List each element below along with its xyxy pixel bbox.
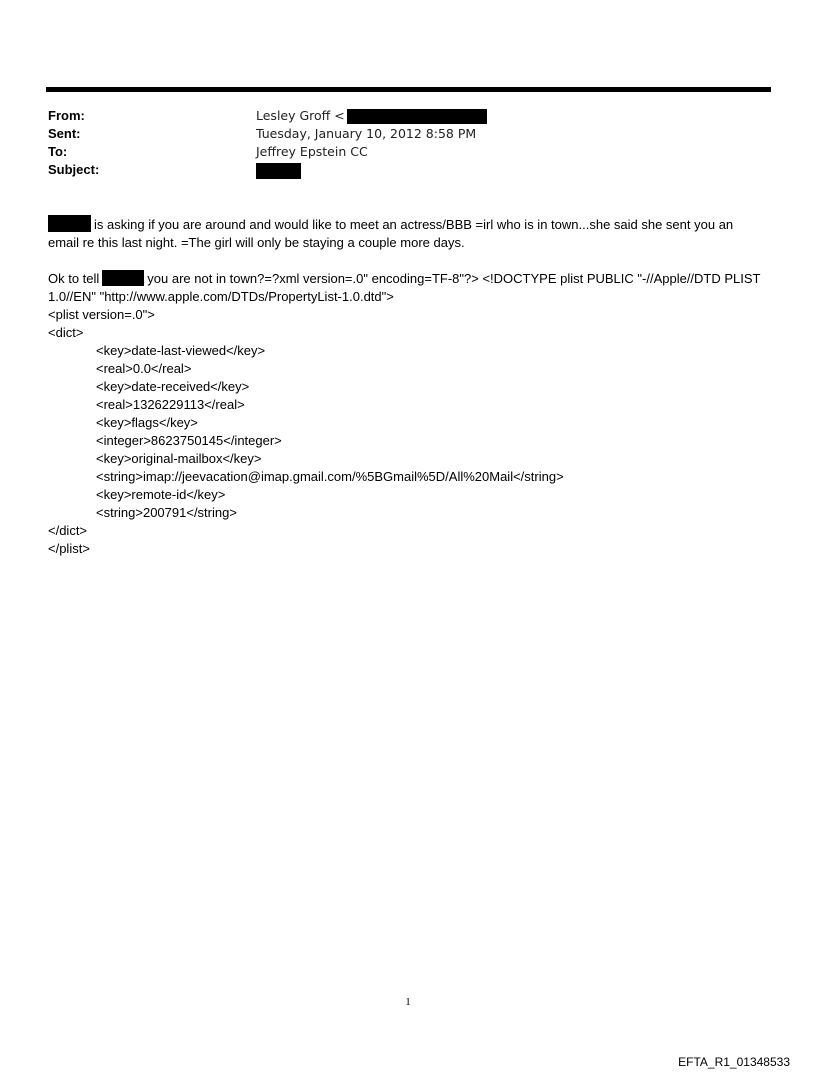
xml-line: 1.0//EN" "http://www.apple.com/DTDs/PropertyList-1.0.dtd"> [48,289,394,304]
xml-line: <dict> [48,325,84,340]
para2-prefix: Ok to tell [48,271,100,286]
xml-line: <integer>8623750145</integer> [96,433,282,448]
to-value: Jeffrey Epstein CC [256,144,368,159]
redaction-box [102,270,144,286]
xml-line: </dict> [48,523,88,538]
body-paragraph-2 [48,270,778,558]
para2-text: you are not in town?=?xml version=.0" encoding=TF-8"?> <!DOCTYPE plist PUBLIC "-//Apple//DTD PLIST [147,271,761,286]
subject-row [48,161,768,179]
xml-line: <key>flags</key> [96,415,198,430]
sent-label: Sent: [48,126,81,141]
xml-line: <key>original-mailbox</key> [96,451,262,466]
document-id: EFTA_R1_01348533 [678,1055,790,1069]
xml-line: <real>0.0</real> [96,361,192,376]
body-paragraph-1 [48,215,778,252]
to-label: To: [48,144,68,159]
email-body [48,215,778,558]
para1-line2: email re this last night. =The girl will only be staying a couple more days. [48,235,465,250]
para2-first-line [48,270,778,288]
redaction-box [256,163,301,179]
subject-value [256,161,301,179]
page-number: 1 [405,996,411,1008]
header-rule [46,87,771,92]
xml-line: <string>imap://jeevacation@imap.gmail.com/%5BGmail%5D/All%20Mail</string> [96,469,564,484]
redaction-box [48,215,91,232]
xml-line: <key>remote-id</key> [96,487,226,502]
subject-label: Subject: [48,162,100,177]
from-value [256,107,487,125]
xml-line: <string>200791</string> [96,505,237,520]
sent-row [48,125,768,143]
to-row [48,143,768,161]
email-header [48,107,768,179]
xml-line: <key>date-received</key> [96,379,250,394]
xml-line: <real>1326229113</real> [96,397,245,412]
sent-value: Tuesday, January 10, 2012 8:58 PM [256,126,477,141]
xml-line: <plist version=.0"> [48,307,155,322]
from-name: Lesley Groff < [256,108,345,123]
xml-line: <key>date-last-viewed</key> [96,343,266,358]
xml-line: </plist> [48,541,90,556]
from-label: From: [48,108,85,123]
from-row [48,107,768,125]
para1-text: is asking if you are around and would like to meet an actress/BBB =irl who is in town...she said she sent you an [94,217,734,232]
redaction-box [347,109,487,124]
